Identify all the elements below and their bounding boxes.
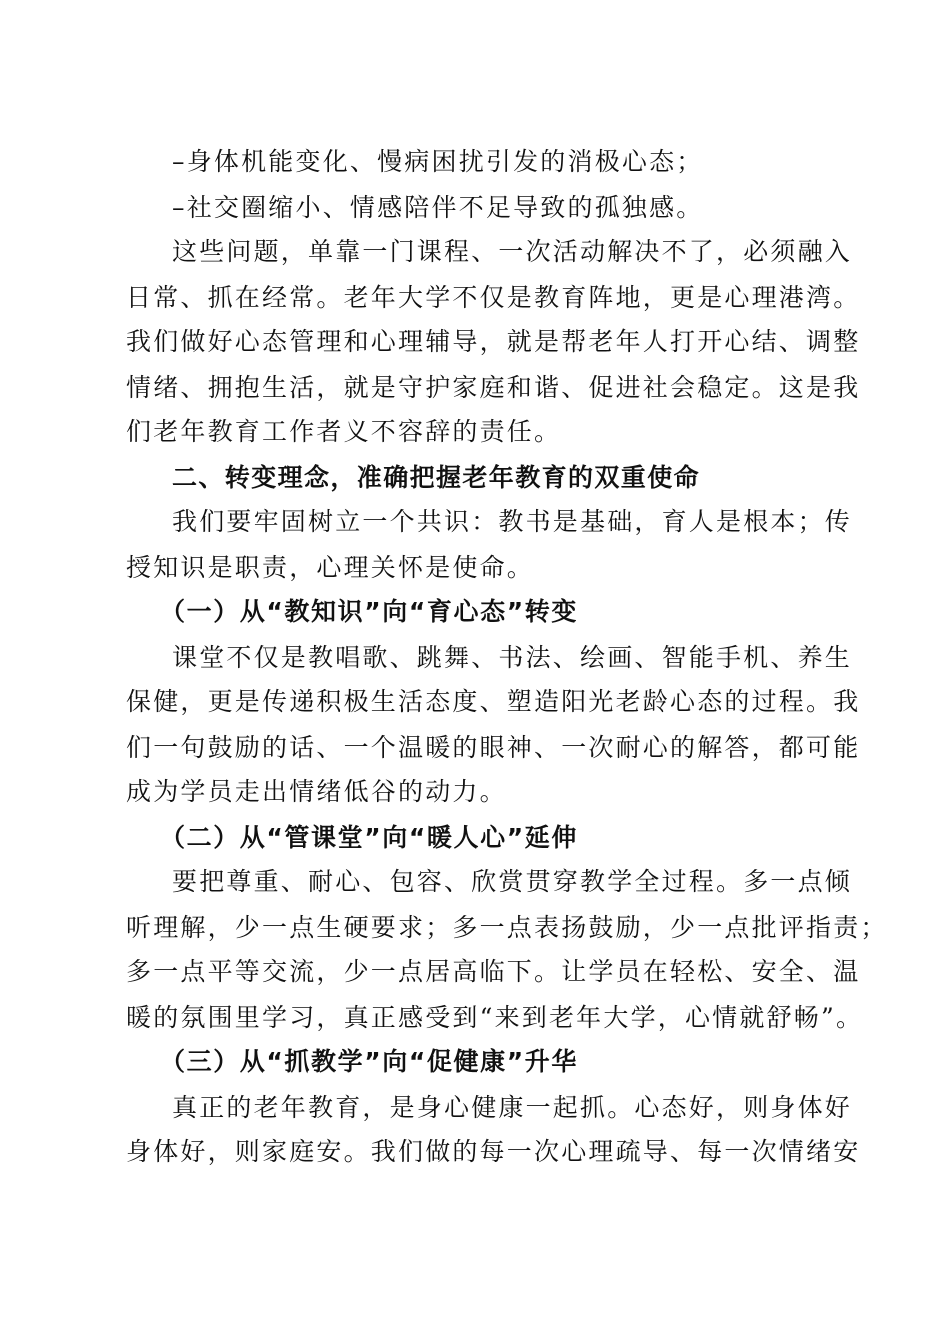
paragraph-line: 情绪、拥抱生活，就是守护家庭和谐、促进社会稳定。这是我	[126, 373, 861, 402]
section-heading: 二、转变理念，准确把握老年教育的双重使命	[172, 463, 701, 492]
bullet-item: –身体机能变化、慢病困扰引发的消极心态；	[172, 147, 704, 176]
paragraph-line: 听理解，少一点生硬要求；多一点表扬鼓励，少一点批评指责；	[126, 913, 888, 942]
paragraph-line: 成为学员走出情绪低谷的动力。	[126, 777, 507, 806]
paragraph-line: 们一句鼓励的话、一个温暖的眼神、一次耐心的解答，都可能	[126, 733, 861, 762]
subsection-heading: （二）从“管课堂”向“暖人心”延伸	[160, 823, 578, 852]
bullet-item: –社交圈缩小、情感陪伴不足导致的孤独感。	[172, 193, 704, 222]
subsection-heading: （三）从“抓教学”向“促健康”升华	[160, 1047, 578, 1076]
paragraph-line: 这些问题，单靠一门课程、一次活动解决不了，必须融入	[172, 237, 853, 266]
paragraph-line: 要把尊重、耐心、包容、欣赏贯穿教学全过程。多一点倾	[172, 867, 853, 896]
paragraph-line: 日常、抓在经常。老年大学不仅是教育阵地，更是心理港湾。	[126, 283, 861, 312]
paragraph-line: 身体好，则家庭安。我们做的每一次心理疏导、每一次情绪安	[126, 1137, 861, 1166]
paragraph-line: 真正的老年教育，是身心健康一起抓。心态好，则身体好	[172, 1093, 853, 1122]
paragraph-line: 暖的氛围里学习，真正感受到“来到老年大学，心情就舒畅”。	[126, 1003, 864, 1032]
subsection-heading: （一）从“教知识”向“育心态”转变	[160, 597, 578, 626]
paragraph-line: 我们做好心态管理和心理辅导，就是帮老年人打开心结、调整	[126, 327, 861, 356]
paragraph-line: 多一点平等交流，少一点居高临下。让学员在轻松、安全、温	[126, 957, 861, 986]
paragraph-line: 授知识是职责，心理关怀是使命。	[126, 553, 535, 582]
paragraph-line: 们老年教育工作者义不容辞的责任。	[126, 417, 562, 446]
paragraph-line: 保健，更是传递积极生活态度、塑造阳光老龄心态的过程。我	[126, 687, 861, 716]
paragraph-line: 课堂不仅是教唱歌、跳舞、书法、绘画、智能手机、养生	[172, 643, 853, 672]
paragraph-line: 我们要牢固树立一个共识：教书是基础，育人是根本；传	[172, 507, 853, 536]
